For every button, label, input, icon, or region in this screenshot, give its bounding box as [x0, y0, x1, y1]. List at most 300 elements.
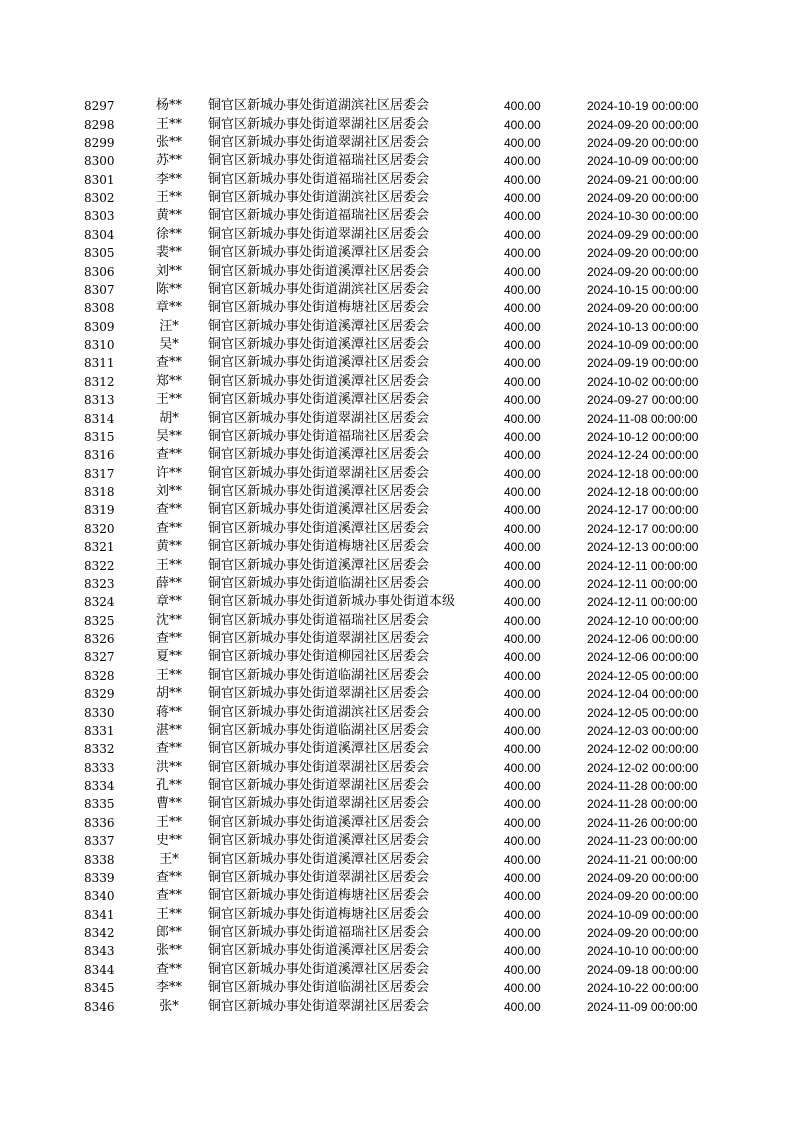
record-organization: 铜官区新城办事处街道湖滨社区居委会 [208, 704, 430, 720]
record-amount: 400.00 [504, 870, 541, 885]
record-date: 2024-12-18 00:00:00 [587, 485, 699, 500]
record-date: 2024-11-21 00:00:00 [587, 852, 698, 867]
record-organization: 铜官区新城办事处街道溪潭社区居委会 [208, 245, 430, 261]
record-name: 吴** [155, 428, 182, 444]
record-date: 2024-12-17 00:00:00 [587, 503, 699, 518]
record-amount: 400.00 [504, 99, 541, 114]
record-organization: 铜官区新城办事处街道临湖社区居委会 [208, 667, 430, 683]
record-id: 8319 [84, 503, 115, 518]
record-id: 8325 [84, 613, 115, 628]
record-amount: 400.00 [504, 760, 541, 775]
record-amount: 400.00 [504, 117, 541, 132]
table-row [84, 850, 737, 868]
table-row [84, 979, 737, 997]
record-id: 8311 [84, 356, 115, 371]
record-id: 8307 [84, 282, 115, 297]
record-name: 刘** [155, 263, 182, 279]
record-name: 黄** [155, 208, 182, 224]
record-amount: 400.00 [504, 632, 541, 647]
record-amount: 400.00 [504, 429, 541, 444]
record-amount: 400.00 [504, 705, 541, 720]
record-organization: 铜官区新城办事处街道翠湖社区居委会 [208, 686, 430, 702]
record-date: 2024-09-20 00:00:00 [587, 889, 699, 904]
record-date: 2024-11-26 00:00:00 [587, 815, 698, 830]
record-name: 苏** [155, 153, 182, 169]
record-id: 8346 [84, 999, 115, 1014]
record-name: 吴* [159, 337, 179, 353]
record-id: 8308 [84, 301, 115, 316]
table-row [84, 685, 737, 703]
record-organization: 铜官区新城办事处街道翠湖社区居委会 [208, 759, 430, 775]
record-amount: 400.00 [504, 595, 541, 610]
record-name: 张** [155, 943, 182, 959]
record-name: 陈** [155, 281, 182, 297]
record-date: 2024-12-18 00:00:00 [587, 466, 699, 481]
record-name: 王* [159, 851, 179, 867]
record-amount: 400.00 [504, 981, 541, 996]
record-amount: 400.00 [504, 999, 541, 1014]
record-name: 张** [155, 134, 182, 150]
record-organization: 铜官区新城办事处街道溪潭社区居委会 [208, 943, 430, 959]
record-name: 王** [155, 814, 182, 830]
table-row [84, 520, 737, 538]
record-organization: 铜官区新城办事处街道溪潭社区居委会 [208, 741, 430, 757]
record-id: 8309 [84, 319, 115, 334]
records-table [84, 97, 737, 1016]
record-date: 2024-09-20 00:00:00 [587, 135, 699, 150]
record-amount: 400.00 [504, 227, 541, 242]
record-id: 8322 [84, 558, 115, 573]
record-organization: 铜官区新城办事处街道福瑞社区居委会 [208, 428, 430, 444]
record-id: 8332 [84, 742, 115, 757]
record-id: 8300 [84, 154, 115, 169]
record-amount: 400.00 [504, 889, 541, 904]
table-row [84, 906, 737, 924]
table-row [84, 336, 737, 354]
record-id: 8324 [84, 595, 115, 610]
record-date: 2024-12-11 00:00:00 [587, 576, 698, 591]
record-name: 胡* [159, 410, 179, 426]
record-date: 2024-09-20 00:00:00 [587, 301, 699, 316]
record-amount: 400.00 [504, 962, 541, 977]
record-id: 8326 [84, 632, 115, 647]
record-amount: 400.00 [504, 172, 541, 187]
record-id: 8339 [84, 870, 115, 885]
record-date: 2024-09-29 00:00:00 [587, 227, 699, 242]
table-row [84, 814, 737, 832]
record-name: 曹** [155, 796, 182, 812]
record-date: 2024-10-19 00:00:00 [587, 99, 699, 114]
record-amount: 400.00 [504, 926, 541, 941]
record-date: 2024-12-06 00:00:00 [587, 632, 699, 647]
record-organization: 铜官区新城办事处街道溪潭社区居委会 [208, 502, 430, 518]
record-name: 查** [155, 741, 182, 757]
record-id: 8338 [84, 852, 115, 867]
record-date: 2024-09-27 00:00:00 [587, 393, 699, 408]
table-row [84, 226, 737, 244]
table-row [84, 373, 737, 391]
record-date: 2024-10-22 00:00:00 [587, 981, 699, 996]
record-date: 2024-10-30 00:00:00 [587, 209, 699, 224]
record-name: 张* [159, 998, 179, 1014]
record-amount: 400.00 [504, 834, 541, 849]
record-organization: 铜官区新城办事处街道翠湖社区居委会 [208, 116, 430, 132]
record-date: 2024-12-05 00:00:00 [587, 668, 699, 683]
record-organization: 铜官区新城办事处街道梅塘社区居委会 [208, 300, 430, 316]
record-amount: 400.00 [504, 301, 541, 316]
record-id: 8299 [84, 135, 115, 150]
record-organization: 铜官区新城办事处街道临湖社区居委会 [208, 980, 430, 996]
record-id: 8315 [84, 429, 115, 444]
record-amount: 400.00 [504, 779, 541, 794]
table-row [84, 556, 737, 574]
table-row [84, 997, 737, 1015]
record-id: 8305 [84, 246, 115, 261]
table-row [84, 575, 737, 593]
table-row [84, 391, 737, 409]
record-name: 徐** [155, 226, 182, 242]
record-id: 8306 [84, 264, 115, 279]
record-organization: 铜官区新城办事处街道溪潭社区居委会 [208, 833, 430, 849]
table-row [84, 703, 737, 721]
record-name: 刘** [155, 484, 182, 500]
table-row [84, 299, 737, 317]
record-amount: 400.00 [504, 246, 541, 261]
record-amount: 400.00 [504, 411, 541, 426]
record-organization: 铜官区新城办事处街道溪潭社区居委会 [208, 392, 430, 408]
record-name: 查** [155, 447, 182, 463]
record-id: 8310 [84, 338, 115, 353]
record-organization: 铜官区新城办事处街道柳园社区居委会 [208, 649, 430, 665]
record-organization: 铜官区新城办事处街道福瑞社区居委会 [208, 612, 430, 628]
record-amount: 400.00 [504, 742, 541, 757]
table-row [84, 483, 737, 501]
record-name: 王** [155, 392, 182, 408]
record-amount: 400.00 [504, 613, 541, 628]
record-name: 查** [155, 961, 182, 977]
record-organization: 铜官区新城办事处街道翠湖社区居委会 [208, 226, 430, 242]
record-name: 胡** [155, 686, 182, 702]
record-amount: 400.00 [504, 374, 541, 389]
record-date: 2024-10-09 00:00:00 [587, 338, 699, 353]
record-date: 2024-09-19 00:00:00 [587, 356, 699, 371]
table-row [84, 887, 737, 905]
record-name: 查** [155, 888, 182, 904]
record-date: 2024-11-08 00:00:00 [587, 411, 698, 426]
record-amount: 400.00 [504, 209, 541, 224]
record-name: 章** [155, 594, 182, 610]
record-organization: 铜官区新城办事处街道翠湖社区居委会 [208, 465, 430, 481]
record-organization: 铜官区新城办事处街道翠湖社区居委会 [208, 796, 430, 812]
table-row [84, 262, 737, 280]
record-name: 汪* [159, 318, 179, 334]
record-amount: 400.00 [504, 264, 541, 279]
record-name: 薛** [155, 575, 182, 591]
record-date: 2024-09-20 00:00:00 [587, 264, 699, 279]
record-organization: 铜官区新城办事处街道溪潭社区居委会 [208, 557, 430, 573]
record-organization: 铜官区新城办事处街道溪潭社区居委会 [208, 961, 430, 977]
record-amount: 400.00 [504, 503, 541, 518]
record-name: 蒋** [155, 704, 182, 720]
record-name: 王** [155, 557, 182, 573]
record-id: 8314 [84, 411, 115, 426]
record-name: 查** [155, 355, 182, 371]
record-amount: 400.00 [504, 466, 541, 481]
records-table-body [84, 97, 737, 1016]
table-row [84, 207, 737, 225]
table-row [84, 409, 737, 427]
record-id: 8312 [84, 374, 115, 389]
record-amount: 400.00 [504, 448, 541, 463]
table-row [84, 354, 737, 372]
record-amount: 400.00 [504, 558, 541, 573]
record-id: 8330 [84, 705, 115, 720]
record-date: 2024-12-13 00:00:00 [587, 540, 699, 555]
record-organization: 铜官区新城办事处街道溪潭社区居委会 [208, 263, 430, 279]
record-amount: 400.00 [504, 944, 541, 959]
record-name: 夏** [155, 649, 182, 665]
record-date: 2024-12-02 00:00:00 [587, 760, 699, 775]
record-date: 2024-12-06 00:00:00 [587, 650, 699, 665]
record-name: 许** [155, 465, 182, 481]
record-organization: 铜官区新城办事处街道翠湖社区居委会 [208, 134, 430, 150]
record-organization: 铜官区新城办事处街道翠湖社区居委会 [208, 410, 430, 426]
record-amount: 400.00 [504, 282, 541, 297]
table-row [84, 428, 737, 446]
record-name: 湛** [155, 722, 182, 738]
table-row [84, 171, 737, 189]
table-row [84, 869, 737, 887]
table-row [84, 667, 737, 685]
record-amount: 400.00 [504, 723, 541, 738]
record-name: 裴** [155, 245, 182, 261]
record-amount: 400.00 [504, 907, 541, 922]
record-amount: 400.00 [504, 338, 541, 353]
record-name: 李** [155, 171, 182, 187]
table-row [84, 942, 737, 960]
record-organization: 铜官区新城办事处街道溪潭社区居委会 [208, 851, 430, 867]
record-organization: 铜官区新城办事处街道翠湖社区居委会 [208, 778, 430, 794]
record-organization: 铜官区新城办事处街道梅塘社区居委会 [208, 888, 430, 904]
record-amount: 400.00 [504, 797, 541, 812]
record-id: 8316 [84, 448, 115, 463]
record-date: 2024-09-21 00:00:00 [587, 172, 699, 187]
record-organization: 铜官区新城办事处街道翠湖社区居委会 [208, 998, 430, 1014]
record-name: 沈** [155, 612, 182, 628]
record-id: 8304 [84, 227, 115, 242]
record-amount: 400.00 [504, 540, 541, 555]
table-row [84, 501, 737, 519]
record-amount: 400.00 [504, 356, 541, 371]
record-date: 2024-11-28 00:00:00 [587, 797, 698, 812]
record-organization: 铜官区新城办事处街道临湖社区居委会 [208, 575, 430, 591]
record-date: 2024-10-09 00:00:00 [587, 154, 699, 169]
record-amount: 400.00 [504, 521, 541, 536]
record-date: 2024-09-20 00:00:00 [587, 191, 699, 206]
record-name: 李** [155, 980, 182, 996]
record-organization: 铜官区新城办事处街道福瑞社区居委会 [208, 153, 430, 169]
record-id: 8335 [84, 797, 115, 812]
record-name: 章** [155, 300, 182, 316]
table-row [84, 759, 737, 777]
record-id: 8320 [84, 521, 115, 536]
record-amount: 400.00 [504, 815, 541, 830]
record-id: 8323 [84, 576, 115, 591]
record-id: 8342 [84, 926, 115, 941]
record-name: 杨** [155, 98, 182, 114]
record-name: 王** [155, 190, 182, 206]
record-id: 8331 [84, 723, 115, 738]
record-date: 2024-11-09 00:00:00 [587, 999, 698, 1014]
record-organization: 铜官区新城办事处街道翠湖社区居委会 [208, 869, 430, 885]
table-row [84, 115, 737, 133]
record-organization: 铜官区新城办事处街道福瑞社区居委会 [208, 925, 430, 941]
record-id: 8329 [84, 687, 115, 702]
record-date: 2024-12-17 00:00:00 [587, 521, 699, 536]
record-id: 8336 [84, 815, 115, 830]
record-date: 2024-12-05 00:00:00 [587, 705, 699, 720]
record-amount: 400.00 [504, 852, 541, 867]
record-amount: 400.00 [504, 687, 541, 702]
record-date: 2024-12-11 00:00:00 [587, 558, 698, 573]
record-organization: 铜官区新城办事处街道溪潭社区居委会 [208, 373, 430, 389]
record-name: 黄** [155, 539, 182, 555]
record-organization: 铜官区新城办事处街道新城办事处街道本级 [208, 594, 456, 610]
record-date: 2024-10-12 00:00:00 [587, 429, 699, 444]
record-date: 2024-11-28 00:00:00 [587, 779, 698, 794]
record-name: 郑** [155, 373, 182, 389]
record-date: 2024-10-10 00:00:00 [587, 944, 699, 959]
record-organization: 铜官区新城办事处街道溪潭社区居委会 [208, 484, 430, 500]
record-organization: 铜官区新城办事处街道湖滨社区居委会 [208, 190, 430, 206]
record-date: 2024-12-03 00:00:00 [587, 723, 699, 738]
record-id: 8297 [84, 99, 115, 114]
table-row [84, 134, 737, 152]
record-name: 史** [155, 833, 182, 849]
record-organization: 铜官区新城办事处街道梅塘社区居委会 [208, 906, 430, 922]
table-row [84, 244, 737, 262]
record-name: 查** [155, 520, 182, 536]
record-organization: 铜官区新城办事处街道福瑞社区居委会 [208, 208, 430, 224]
record-organization: 铜官区新城办事处街道溪潭社区居委会 [208, 447, 430, 463]
record-name: 孔** [155, 778, 182, 794]
record-amount: 400.00 [504, 191, 541, 206]
record-id: 8343 [84, 944, 115, 959]
record-organization: 铜官区新城办事处街道翠湖社区居委会 [208, 631, 430, 647]
record-date: 2024-12-11 00:00:00 [587, 595, 698, 610]
table-row [84, 281, 737, 299]
table-row [84, 189, 737, 207]
record-id: 8345 [84, 981, 115, 996]
record-name: 查** [155, 869, 182, 885]
record-name: 查** [155, 502, 182, 518]
record-organization: 铜官区新城办事处街道溪潭社区居委会 [208, 355, 430, 371]
record-date: 2024-09-20 00:00:00 [587, 117, 699, 132]
table-row [84, 538, 737, 556]
record-date: 2024-10-02 00:00:00 [587, 374, 699, 389]
table-row [84, 924, 737, 942]
table-row [84, 722, 737, 740]
record-date: 2024-12-02 00:00:00 [587, 742, 699, 757]
record-date: 2024-12-10 00:00:00 [587, 613, 699, 628]
record-id: 8333 [84, 760, 115, 775]
record-amount: 400.00 [504, 650, 541, 665]
record-id: 8340 [84, 889, 115, 904]
table-row [84, 740, 737, 758]
record-organization: 铜官区新城办事处街道湖滨社区居委会 [208, 98, 430, 114]
record-organization: 铜官区新城办事处街道湖滨社区居委会 [208, 281, 430, 297]
record-name: 王** [155, 906, 182, 922]
record-name: 郎** [155, 925, 182, 941]
table-row [84, 795, 737, 813]
table-row [84, 593, 737, 611]
record-date: 2024-09-18 00:00:00 [587, 962, 699, 977]
record-id: 8302 [84, 191, 115, 206]
record-organization: 铜官区新城办事处街道溪潭社区居委会 [208, 318, 430, 334]
record-id: 8328 [84, 668, 115, 683]
record-organization: 铜官区新城办事处街道溪潭社区居委会 [208, 814, 430, 830]
table-row [84, 961, 737, 979]
record-date: 2024-12-04 00:00:00 [587, 687, 699, 702]
table-row [84, 446, 737, 464]
record-organization: 铜官区新城办事处街道溪潭社区居委会 [208, 520, 430, 536]
record-amount: 400.00 [504, 485, 541, 500]
record-date: 2024-10-15 00:00:00 [587, 282, 699, 297]
record-amount: 400.00 [504, 393, 541, 408]
table-row [84, 152, 737, 170]
record-id: 8344 [84, 962, 115, 977]
record-organization: 铜官区新城办事处街道梅塘社区居委会 [208, 539, 430, 555]
record-amount: 400.00 [504, 668, 541, 683]
table-row [84, 630, 737, 648]
record-id: 8337 [84, 834, 115, 849]
table-row [84, 97, 737, 115]
record-name: 王** [155, 116, 182, 132]
record-id: 8301 [84, 172, 115, 187]
record-id: 8321 [84, 540, 115, 555]
table-row [84, 612, 737, 630]
record-id: 8341 [84, 907, 115, 922]
record-organization: 铜官区新城办事处街道临湖社区居委会 [208, 722, 430, 738]
table-row [84, 648, 737, 666]
record-date: 2024-09-20 00:00:00 [587, 926, 699, 941]
record-id: 8327 [84, 650, 115, 665]
record-organization: 铜官区新城办事处街道溪潭社区居委会 [208, 337, 430, 353]
record-id: 8298 [84, 117, 115, 132]
record-id: 8303 [84, 209, 115, 224]
record-name: 查** [155, 631, 182, 647]
table-row [84, 777, 737, 795]
record-amount: 400.00 [504, 319, 541, 334]
record-date: 2024-10-13 00:00:00 [587, 319, 699, 334]
record-id: 8317 [84, 466, 115, 481]
table-row [84, 465, 737, 483]
table-row [84, 318, 737, 336]
table-row [84, 832, 737, 850]
record-date: 2024-10-09 00:00:00 [587, 907, 699, 922]
record-name: 洪** [155, 759, 182, 775]
record-date: 2024-12-24 00:00:00 [587, 448, 699, 463]
record-amount: 400.00 [504, 154, 541, 169]
record-organization: 铜官区新城办事处街道福瑞社区居委会 [208, 171, 430, 187]
record-date: 2024-09-20 00:00:00 [587, 870, 699, 885]
record-id: 8313 [84, 393, 115, 408]
record-id: 8334 [84, 779, 115, 794]
record-date: 2024-11-23 00:00:00 [587, 834, 698, 849]
record-date: 2024-09-20 00:00:00 [587, 246, 699, 261]
record-name: 王** [155, 667, 182, 683]
record-id: 8318 [84, 485, 115, 500]
